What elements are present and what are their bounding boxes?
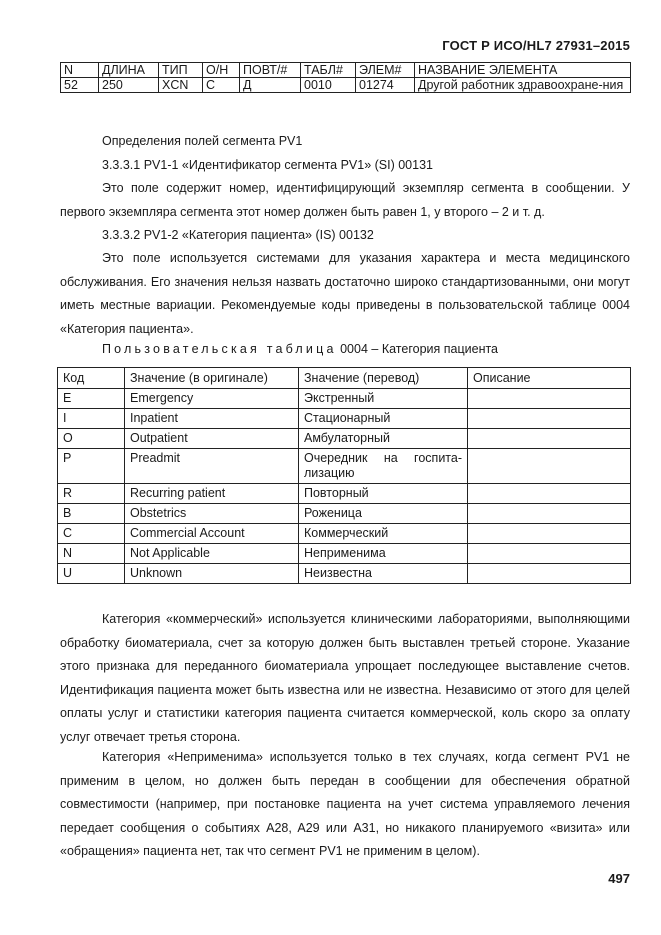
category-original-cell: Obstetrics <box>125 504 299 524</box>
category-code-cell: N <box>58 544 125 564</box>
segment-header-cell: НАЗВАНИЕ ЭЛЕМЕНТА <box>415 63 631 78</box>
category-code-cell: E <box>58 389 125 409</box>
heading-pv1-2: 3.3.3.2 PV1-2 «Категория пациента» (IS) 00132 <box>102 228 374 242</box>
category-description-cell <box>468 504 631 524</box>
segment-table-header-row <box>61 63 631 78</box>
category-description-cell <box>468 409 631 429</box>
category-description-cell <box>468 564 631 584</box>
category-description-cell <box>468 544 631 564</box>
table-row <box>58 544 631 564</box>
document-header-title: ГОСТ Р ИСО/HL7 27931–2015 <box>442 38 630 53</box>
table-row <box>58 409 631 429</box>
category-translation-cell: Очередник на госпита-лизацию <box>299 449 468 484</box>
category-code-cell: I <box>58 409 125 429</box>
category-code-cell: B <box>58 504 125 524</box>
segment-header-cell: N <box>61 63 99 78</box>
table-caption-label: Пользовательская таблица <box>102 342 337 356</box>
table-row <box>58 449 631 484</box>
category-translation-cell: Повторный <box>299 484 468 504</box>
paragraph-pv1-2-description: Это поле используется системами для указания характера и места медицинского обслуживания. Его значения нельзя назвать достаточно широко стандартизованными, они могут иметь местные вариации. Рекомендуемые коды приведены в пользовательской таблице 0004 «Категория пациента». <box>60 251 630 336</box>
category-original-cell: Outpatient <box>125 429 299 449</box>
category-code-cell: P <box>58 449 125 484</box>
segment-cell-element-name: Другой работник здравоохране-ния <box>415 78 631 93</box>
segment-header-cell: ДЛИНА <box>99 63 159 78</box>
segment-table-row <box>61 78 631 93</box>
category-code-cell: R <box>58 484 125 504</box>
table-caption-dash: – <box>371 342 379 356</box>
table-caption <box>102 342 498 356</box>
category-translation-cell: Неприменима <box>299 544 468 564</box>
segment-cell: 250 <box>99 78 159 93</box>
page-number: 497 <box>608 871 630 886</box>
table-row <box>58 504 631 524</box>
segment-cell: 01274 <box>356 78 415 93</box>
paragraph-commercial-category: Категория «коммерческий» используется клиническими лабораториями, выполняющими обработку биоматериала, счет за которую должен быть выставлен третьей стороне. Указание этого признака для переданного биоматериала упрощает последующее выставление счетов. Идентификация пациента может быть известна или не известна. Независимо от этого для целей оплаты услуг и статистики категория пациента считается коммерческой, коль скоро за оплату услуг отвечает третья сторона. <box>60 612 630 744</box>
segment-header-cell: ЭЛЕМ# <box>356 63 415 78</box>
category-original-cell: Inpatient <box>125 409 299 429</box>
category-code-cell: U <box>58 564 125 584</box>
table-row <box>58 524 631 544</box>
segment-cell: 52 <box>61 78 99 93</box>
table-row <box>58 484 631 504</box>
segment-cell: Д <box>240 78 301 93</box>
category-header-cell: Значение (в оригинале) <box>125 368 299 389</box>
paragraph-pv1-1-description: Это поле содержит номер, идентифицирующий экземпляр сегмента в сообщении. У первого экземпляра сегмента этот номер должен быть равен 1, у второго – 2 и т. д. <box>60 181 630 219</box>
category-translation-cell: Амбулаторный <box>299 429 468 449</box>
category-original-cell: Recurring patient <box>125 484 299 504</box>
category-header-cell: Значение (перевод) <box>299 368 468 389</box>
category-description-cell <box>468 524 631 544</box>
category-description-cell <box>468 449 631 484</box>
paragraph-pv1-definitions: Определения полей сегмента PV1 <box>102 134 303 148</box>
category-translation-cell: Стационарный <box>299 409 468 429</box>
segment-header-cell: О/Н <box>203 63 240 78</box>
category-original-cell: Commercial Account <box>125 524 299 544</box>
category-table-header-row <box>58 368 631 389</box>
category-header-cell: Код <box>58 368 125 389</box>
segment-header-cell: ПОВТ/# <box>240 63 301 78</box>
category-original-cell: Preadmit <box>125 449 299 484</box>
category-original-cell: Emergency <box>125 389 299 409</box>
segment-cell: С <box>203 78 240 93</box>
segment-header-cell: ТАБЛ# <box>301 63 356 78</box>
segment-field-table <box>60 62 631 93</box>
category-header-cell: Описание <box>468 368 631 389</box>
paragraph-not-applicable-category: Категория «Неприменима» используется только в тех случаях, когда сегмент PV1 не применим в целом, но должен быть передан в сообщении для обеспечения обратной совместимости (например, при постановке пациента на учет система управляемого лечения передает сообщения о событиях A28, A29 или A31, но никакого планируемого «визита» или «обращения» пациента нет, так что сегмент PV1 не применим в целом). <box>60 750 630 858</box>
category-description-cell <box>468 389 631 409</box>
heading-pv1-1: 3.3.3.1 PV1-1 «Идентификатор сегмента PV1» (SI) 00131 <box>102 158 433 172</box>
category-translation-cell: Коммерческий <box>299 524 468 544</box>
category-code-cell: C <box>58 524 125 544</box>
category-original-cell: Not Applicable <box>125 544 299 564</box>
table-row <box>58 429 631 449</box>
category-translation-cell: Экстренный <box>299 389 468 409</box>
category-translation-cell: Роженица <box>299 504 468 524</box>
segment-cell: 0010 <box>301 78 356 93</box>
category-description-cell <box>468 429 631 449</box>
table-row <box>58 564 631 584</box>
segment-header-cell: ТИП <box>159 63 203 78</box>
table-caption-number: 0004 <box>340 342 368 356</box>
segment-cell: XCN <box>159 78 203 93</box>
category-translation-cell: Неизвестна <box>299 564 468 584</box>
patient-category-table <box>57 367 631 584</box>
category-code-cell: O <box>58 429 125 449</box>
category-original-cell: Unknown <box>125 564 299 584</box>
table-row <box>58 389 631 409</box>
category-description-cell <box>468 484 631 504</box>
table-caption-title: Категория пациента <box>381 342 499 356</box>
